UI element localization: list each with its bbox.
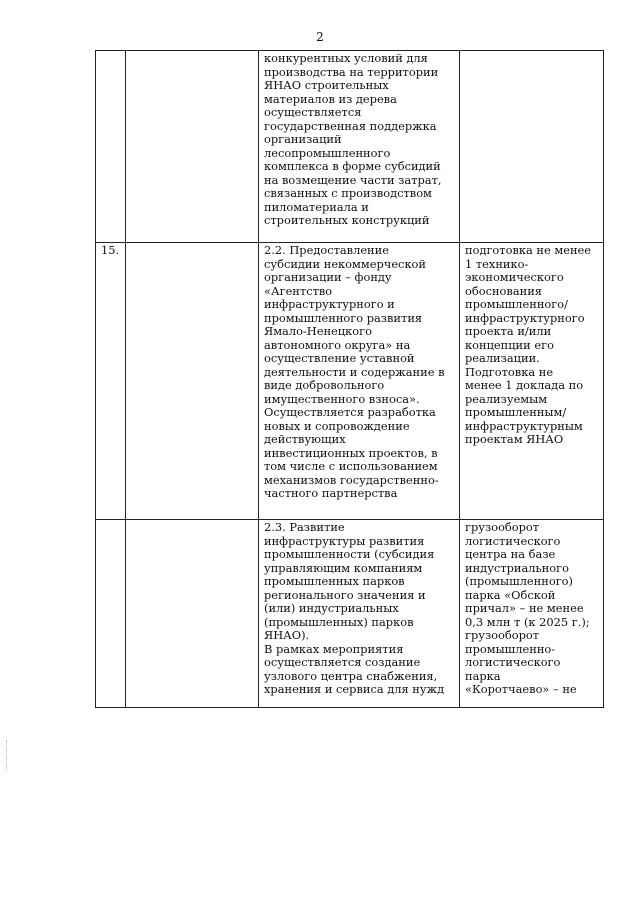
table-row <box>96 520 604 708</box>
row-number-cell <box>96 520 126 708</box>
row-number-cell <box>96 51 126 243</box>
indicator-cell: подготовка не менее 1 технико- экономического обоснования промышленного/ инфраструктурного проекта и/или концепции его реализации. Подготовка не менее 1 доклада по реализуемым промышленным/ инфраструктурным проектам ЯНАО <box>460 243 604 520</box>
row-number-cell: 15. <box>96 243 126 520</box>
scan-margin-mark <box>6 740 8 770</box>
event-description-cell: 2.2. Предоставление субсидии некоммерческой организации – фонду «Агентство инфраструктурного и промышленного развития Ямало-Ненецкого автономного округа» на осуществление уставной деятельности и содержание в виде добровольного имущественного взноса». Осуществляется разработка новых и сопровождение действующих инвестиционных проектов, в том числе с использованием механизмов государственно- частного партнерства <box>259 243 460 520</box>
section-cell <box>126 520 259 708</box>
table-row <box>96 51 604 243</box>
section-cell <box>126 243 259 520</box>
page-number: 2 <box>316 30 324 44</box>
indicator-cell <box>460 51 604 243</box>
indicator-cell: грузооборот логистического центра на базе индустриального (промышленного) парка «Обской причал» – не менее 0,3 млн т (к 2025 г.); грузооборот промышленно- логистического парка «Коротчаево» – не <box>460 520 604 708</box>
event-description-cell: конкурентных условий для производства на территории ЯНАО строительных материалов из дерева осуществляется государственная поддержка организаций лесопромышленного комплекса в форме субсидий на возмещение части затрат, связанных с производством пиломатериала и строительных конструкций <box>259 51 460 243</box>
event-description-cell: 2.3. Развитие инфраструктуры развития промышленности (субсидия управляющим компаниям промышленных парков регионального значения и (или) индустриальных (промышленных) парков ЯНАО). В рамках мероприятия осуществляется создание узлового центра снабжения, хранения и сервиса для нужд <box>259 520 460 708</box>
program-table <box>95 50 604 708</box>
section-cell <box>126 51 259 243</box>
table-row <box>96 243 604 520</box>
